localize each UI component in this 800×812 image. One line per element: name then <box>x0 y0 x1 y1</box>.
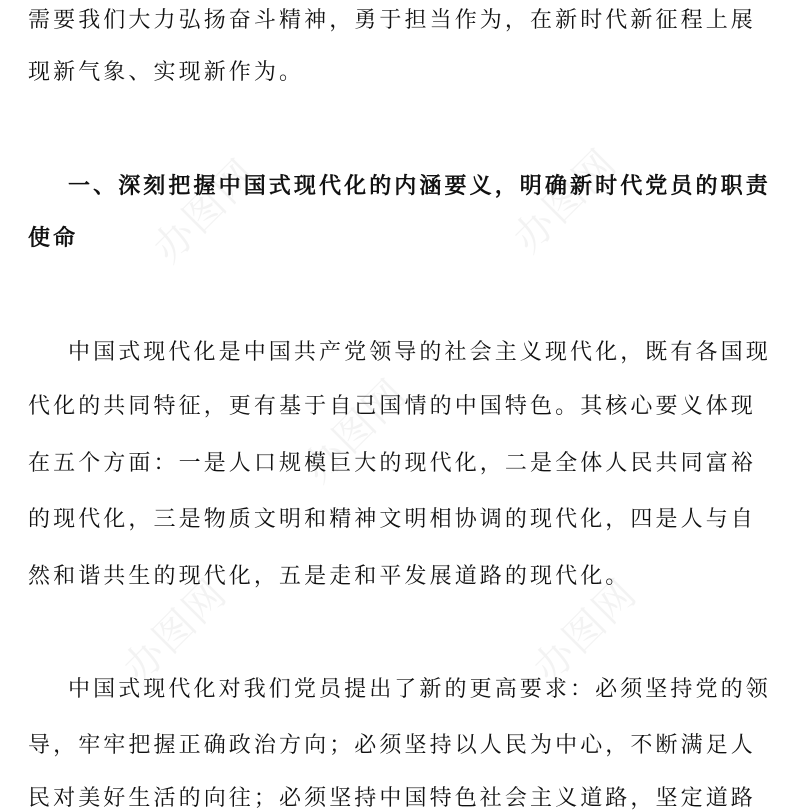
body-text-line: 的现代化，三是物质文明和精神文明相协调的现代化，四是人与自 <box>28 507 756 532</box>
body-text-line: 中国式现代化对我们党员提出了新的更高要求：必须坚持党的领 <box>68 677 771 702</box>
body-text-line: 在五个方面：一是人口规模巨大的现代化，二是全体人民共同富裕 <box>28 451 756 476</box>
body-text-line: 民对美好生活的向往；必须坚持中国特色社会主义道路，坚定道路 <box>28 786 756 811</box>
body-text-line: 然和谐共生的现代化，五是走和平发展道路的现代化。 <box>28 564 631 589</box>
body-text-line: 中国式现代化是中国共产党领导的社会主义现代化，既有各国现 <box>68 340 771 365</box>
watermark: 办图网 <box>114 570 237 692</box>
watermark: 办图网 <box>504 140 627 262</box>
section-heading: 使命 <box>28 226 79 251</box>
section-heading: 一、深刻把握中国式现代化的内涵要义，明确新时代党员的职责 <box>68 174 771 199</box>
watermark: 办图网 <box>524 570 647 692</box>
body-text-line: 代化的共同特征，更有基于自己国情的中国特色。其核心要义体现 <box>28 394 756 419</box>
watermark: 办图网 <box>294 370 417 492</box>
body-text-line: 现新气象、实现新作为。 <box>28 60 305 85</box>
body-text-line: 导，牢牢把握正确政治方向；必须坚持以人民为中心，不断满足人 <box>28 733 756 758</box>
body-text-line: 需要我们大力弘扬奋斗精神，勇于担当作为，在新时代新征程上展 <box>28 8 756 33</box>
watermark: 办图网 <box>144 150 267 272</box>
